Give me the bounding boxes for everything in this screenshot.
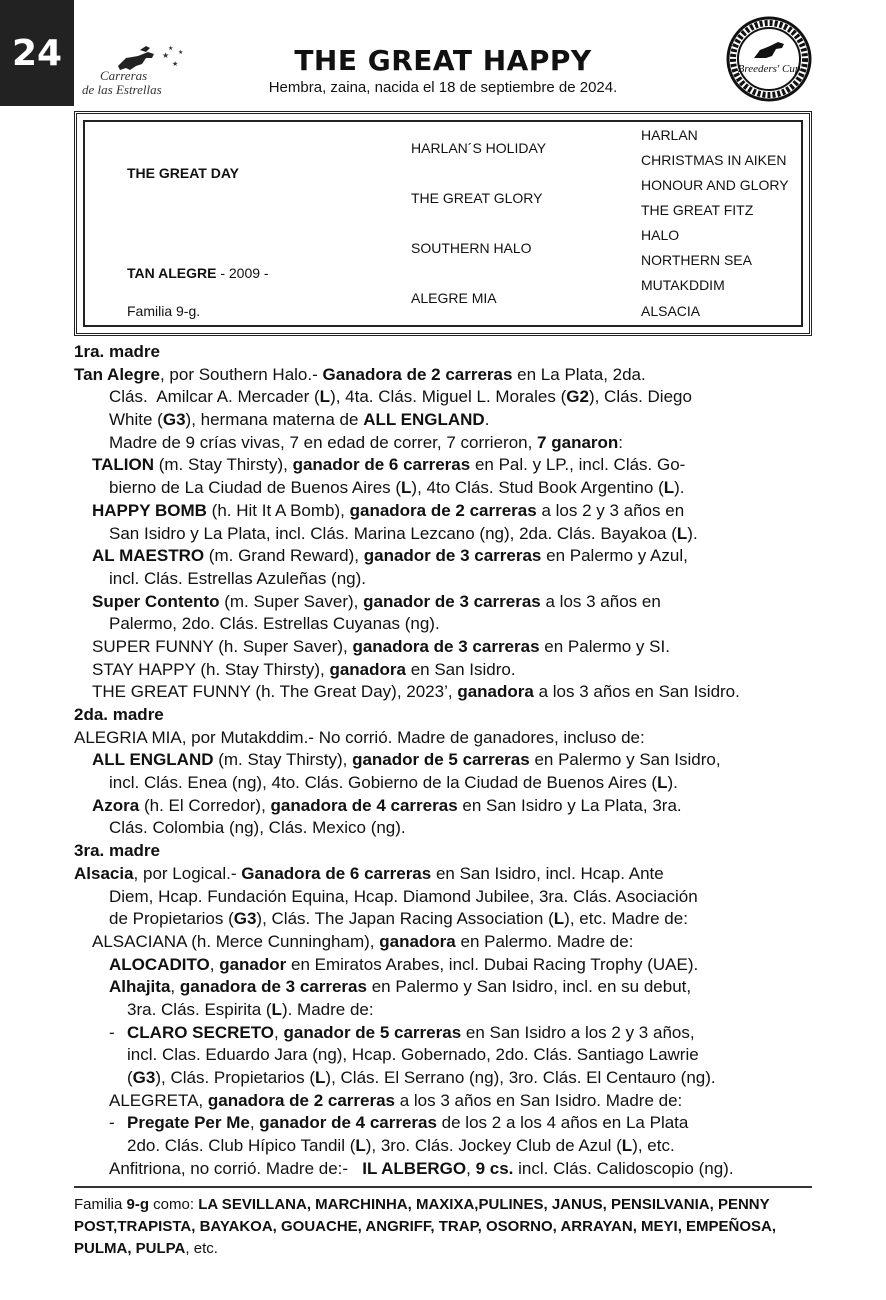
list-dash: - <box>109 1113 115 1133</box>
text-line <box>74 1090 814 1113</box>
text-line <box>74 341 814 364</box>
footer-middle: como: <box>149 1196 199 1213</box>
text-segment: ), 4to Clás. Stud Book Argentino ( <box>411 478 664 498</box>
lot-number: 24 <box>11 32 63 74</box>
text-segment: . <box>484 410 490 430</box>
bold-text-segment: L <box>676 523 688 543</box>
text-segment: ). Madre de: <box>281 999 374 1019</box>
bold-text-segment: L <box>657 773 668 793</box>
bold-text-segment: L <box>663 478 675 498</box>
text-segment: a los 3 años en <box>540 591 661 611</box>
bold-text-segment: ganador de 4 carreras <box>259 1113 437 1133</box>
svg-text:★: ★ <box>162 51 170 60</box>
bold-text-segment: ALL ENGLAND <box>363 410 485 430</box>
text-line <box>74 1112 814 1135</box>
text-segment: en Palermo. Madre de: <box>455 931 634 951</box>
text-line <box>74 931 814 954</box>
text-segment: en Palermo y San Isidro, <box>529 750 721 770</box>
text-line <box>74 523 814 546</box>
text-segment: (h. Hit It A Bomb), <box>206 500 350 520</box>
text-segment: ALEGRETA, <box>109 1090 208 1110</box>
pedigree-grandparent: THE GREAT GLORY <box>411 190 543 206</box>
bold-text-segment: L <box>621 1136 633 1156</box>
footer-suffix: , etc. <box>185 1240 218 1257</box>
pedigree-grandparent: SOUTHERN HALO <box>411 240 532 256</box>
bold-text-segment: ALL ENGLAND <box>92 750 214 770</box>
text-segment: ), etc. Madre de: <box>564 909 688 929</box>
bold-text-segment: ganador de 6 carreras <box>292 455 471 475</box>
text-segment: Clás. Amilcar A. Mercader ( <box>109 387 320 407</box>
text-segment: Palermo, 2do. Clás. Estrellas Cuyanas (ng). <box>109 614 440 634</box>
bold-text-segment: 3ra. madre <box>74 841 160 861</box>
text-segment: ), 3ro. Clás. Jockey Club de Azul ( <box>365 1136 622 1156</box>
bold-text-segment: ganador de 5 carreras <box>352 750 530 770</box>
text-line <box>74 591 814 614</box>
text-segment: (m. Grand Reward), <box>204 546 364 566</box>
bold-text-segment: G3 <box>162 410 186 430</box>
text-segment: , <box>209 954 220 974</box>
pedigree-great-grandparent: THE GREAT FITZ <box>641 202 754 218</box>
text-segment: a los 3 años en San Isidro. Madre de: <box>395 1090 683 1110</box>
text-line <box>74 772 814 795</box>
text-segment: (m. Stay Thirsty), <box>154 455 293 475</box>
text-line <box>74 840 814 863</box>
bold-text-segment: Ganadora de 6 carreras <box>241 863 432 883</box>
produce-record-text <box>74 341 814 1180</box>
bold-text-segment: ganador de 5 carreras <box>283 1022 462 1042</box>
bold-text-segment: ganadora <box>329 659 406 679</box>
text-line <box>74 1135 814 1158</box>
text-segment: en San Isidro y La Plata, 3ra. <box>457 795 682 815</box>
family-footer <box>74 1194 814 1260</box>
text-line <box>74 409 814 432</box>
text-line <box>74 1067 814 1090</box>
horse-name-title: THE GREAT HAPPY <box>294 44 592 77</box>
text-line <box>74 568 814 591</box>
text-segment: ). <box>687 523 698 543</box>
bold-text-segment: IL ALBERGO <box>362 1158 467 1178</box>
text-segment: , <box>466 1158 476 1178</box>
text-line <box>74 432 814 455</box>
bold-text-segment: ganadora <box>379 931 456 951</box>
text-line <box>74 954 814 977</box>
text-segment: a los 3 años en San Isidro. <box>533 682 740 702</box>
svg-text:★: ★ <box>168 46 174 52</box>
text-segment: incl. Clas. Eduardo Jara (ng), Hcap. Gobernado, 2do. Clás. Santiago Lawrie <box>127 1045 699 1065</box>
text-line <box>74 704 814 727</box>
text-line <box>74 1158 814 1181</box>
horse-description: Hembra, zaina, nacida el 18 de septiembre de 2024. <box>268 79 618 96</box>
bold-text-segment: ganadora de 2 carreras <box>207 1090 395 1110</box>
text-segment: de Propietarios ( <box>109 909 234 929</box>
footer-prefix: Familia <box>74 1196 127 1213</box>
text-line <box>74 545 814 568</box>
text-line <box>74 659 814 682</box>
text-line <box>74 386 814 409</box>
text-line <box>74 681 814 704</box>
text-segment: THE GREAT FUNNY (h. The Great Day), 2023’, <box>92 682 458 702</box>
text-segment: ), Clás. El Serrano (ng), 3ro. Clás. El Centauro (ng). <box>325 1068 716 1087</box>
pedigree-grandparent: HARLAN´S HOLIDAY <box>411 140 547 156</box>
text-line <box>74 364 814 387</box>
text-line <box>74 749 814 772</box>
bold-text-segment: G3 <box>132 1068 156 1087</box>
bold-text-segment: AL MAESTRO <box>92 546 205 566</box>
text-segment: (m. Stay Thirsty), <box>213 750 353 770</box>
list-dash: - <box>109 1022 115 1042</box>
text-line <box>74 636 814 659</box>
text-line <box>74 795 814 818</box>
bold-text-segment: Tan Alegre <box>74 364 160 384</box>
text-segment: ), etc. <box>632 1136 675 1156</box>
pedigree-great-grandparent: NORTHERN SEA <box>641 252 752 268</box>
text-segment: en Pal. y LP., incl. Clás. Go- <box>470 455 686 475</box>
text-line <box>74 999 814 1022</box>
pedigree-family: Familia 9-g. <box>127 303 201 319</box>
bold-text-segment: ganador de 3 carreras <box>363 546 542 566</box>
text-segment: , <box>274 1022 284 1042</box>
pedigree-dam-name: TAN ALEGRE <box>127 265 217 281</box>
bold-text-segment: 1ra. madre <box>74 342 160 361</box>
text-segment: STAY HAPPY (h. Stay Thirsty), <box>92 659 330 679</box>
bold-text-segment: L <box>315 1068 326 1087</box>
text-segment: en San Isidro, incl. Hcap. Ante <box>431 863 664 883</box>
pedigree-dam-year: - 2009 - <box>216 265 269 281</box>
bold-text-segment: G2 <box>566 387 589 407</box>
bold-text-segment: 9 cs. <box>475 1158 514 1178</box>
breeders-cup-text: Breeders' Cup <box>737 63 801 75</box>
breeders-cup-logo <box>726 16 812 102</box>
text-segment: a los 2 y 3 años en <box>536 500 685 520</box>
logo-text-line1: Carreras <box>100 68 148 83</box>
bold-text-segment: Ganadora de 2 carreras <box>322 364 513 384</box>
text-segment: ALEGRIA MIA, por Mutakddim.- No corrió. Madre de ganadores, incluso de: <box>74 727 645 747</box>
logo-text-line2: de las Estrellas <box>82 82 162 97</box>
bold-text-segment: CLARO SECRETO <box>127 1022 275 1042</box>
text-segment: incl. Clás. Estrellas Azuleñas (ng). <box>109 568 366 588</box>
bold-text-segment: Alsacia <box>74 863 134 883</box>
pedigree-great-grandparent: HARLAN <box>641 127 698 143</box>
footer-family-names: LA SEVILLANA, MARCHINHA, MAXIXA,PULINES, JANUS, PENSILVANIA, PENNY POST,TRAPISTA, BAYAKOA, GOUACHE, ANGRIFF, TRAP, OSORNO, ARRAYAN, MEYI, EMPEÑOSA, PULMA, PULPA <box>74 1196 777 1257</box>
text-line <box>74 863 814 886</box>
text-segment: en San Isidro. <box>405 659 516 679</box>
text-segment: Diem, Hcap. Fundación Equina, Hcap. Diamond Jubilee, 3ra. Clás. Asociación <box>109 886 698 906</box>
bold-text-segment: G3 <box>233 909 257 929</box>
text-segment: ALSACIANA (h. Merce Cunningham), <box>92 931 380 951</box>
text-segment: ), 4ta. Clás. Miguel L. Morales ( <box>330 387 567 407</box>
bold-text-segment: L <box>401 478 412 498</box>
bold-text-segment: ganadora de 2 carreras <box>349 500 537 520</box>
bold-text-segment: L <box>355 1136 366 1156</box>
text-line <box>74 976 814 999</box>
text-segment: San Isidro y La Plata, incl. Clás. Marina Lezcano (ng), 2da. Clás. Bayakoa ( <box>109 523 677 543</box>
bold-text-segment: ganador de 3 carreras <box>363 591 541 611</box>
bold-text-segment: TALION <box>92 455 155 475</box>
pedigree-great-grandparent: CHRISTMAS IN AIKEN <box>641 152 787 168</box>
text-line <box>74 454 814 477</box>
svg-text:★: ★ <box>172 61 179 68</box>
text-segment: incl. Clás. Enea (ng), 4to. Clás. Gobierno de la Ciudad de Buenos Aires ( <box>109 773 658 793</box>
text-segment: Madre de 9 crías vivas, 7 en edad de correr, 7 corrieron, <box>109 432 538 452</box>
bold-text-segment: ganadora de 4 carreras <box>270 795 458 815</box>
pedigree-great-grandparent: HALO <box>641 227 680 243</box>
text-segment: SUPER FUNNY (h. Super Saver), <box>92 636 353 656</box>
footer-divider <box>74 1186 812 1188</box>
text-segment: en San Isidro a los 2 y 3 años, <box>461 1022 695 1042</box>
text-segment: ). <box>674 478 685 498</box>
bold-text-segment: HAPPY BOMB <box>92 500 207 520</box>
text-line <box>74 727 814 750</box>
text-segment: de los 2 a los 4 años en La Plata <box>436 1113 689 1133</box>
bold-text-segment: Alhajita <box>109 977 171 997</box>
text-line <box>74 500 814 523</box>
text-segment: 3ra. Clás. Espirita ( <box>127 999 272 1019</box>
bold-text-segment: L <box>553 909 565 929</box>
bold-text-segment: ganadora de 3 carreras <box>179 977 367 997</box>
text-line <box>74 886 814 909</box>
text-segment: ), Clás. Propietarios ( <box>155 1068 316 1087</box>
bold-text-segment: ganadora <box>457 682 534 702</box>
bold-text-segment: Azora <box>92 795 140 815</box>
text-line <box>74 613 814 636</box>
pedigree-great-grandparent: HONOUR AND GLORY <box>641 177 789 193</box>
text-segment: en Palermo y San Isidro, incl. en su debut, <box>366 977 692 997</box>
text-segment: ( <box>127 1068 133 1087</box>
text-line <box>74 1044 814 1067</box>
text-line <box>74 1022 814 1045</box>
text-segment: Clás. Colombia (ng), Clás. Mexico (ng). <box>109 818 406 838</box>
text-segment: en Emiratos Arabes, incl. Dubai Racing Trophy (UAE). <box>286 954 699 974</box>
text-line <box>74 908 814 931</box>
svg-text:★: ★ <box>178 50 184 56</box>
text-segment: , por Southern Halo.- <box>159 364 323 384</box>
text-segment: White ( <box>109 410 163 430</box>
pedigree-grandparent: ALEGRE MIA <box>411 290 497 306</box>
text-segment: bierno de La Ciudad de Buenos Aires ( <box>109 478 402 498</box>
text-line <box>74 477 814 500</box>
bold-text-segment: ALOCADITO <box>109 954 210 974</box>
text-segment: , por Logical.- <box>133 863 242 883</box>
text-segment: en Palermo y Azul, <box>541 546 688 566</box>
pedigree-great-grandparent: MUTAKDDIM <box>641 277 725 293</box>
text-segment: Anfitriona, no corrió. Madre de:- <box>109 1158 363 1178</box>
text-segment: (m. Super Saver), <box>219 591 364 611</box>
bold-text-segment: ganador <box>219 954 287 974</box>
bold-text-segment: L <box>271 999 282 1019</box>
text-segment: ), hermana materna de <box>185 410 364 430</box>
text-segment: (h. El Corredor), <box>139 795 271 815</box>
bold-text-segment: Super Contento <box>92 591 220 611</box>
text-segment: en Palermo y SI. <box>539 636 670 656</box>
footer-family-code: 9-g <box>126 1196 150 1213</box>
text-segment: ), Clás. Diego <box>588 387 692 407</box>
text-line <box>74 817 814 840</box>
text-segment: , <box>170 977 180 997</box>
bold-text-segment: Pregate Per Me <box>127 1113 250 1133</box>
text-segment: incl. Clás. Calidoscopio (ng). <box>513 1158 734 1178</box>
bold-text-segment: 7 ganaron <box>537 432 619 452</box>
bold-text-segment: ganadora de 3 carreras <box>352 636 540 656</box>
pedigree-dam <box>127 265 269 281</box>
pedigree-sire: THE GREAT DAY <box>127 165 240 181</box>
bold-text-segment: L <box>319 387 331 407</box>
text-segment: 2do. Clás. Club Hípico Tandil ( <box>127 1136 356 1156</box>
text-segment: ), Clás. The Japan Racing Association ( <box>256 909 554 929</box>
text-segment: en La Plata, 2da. <box>512 364 646 384</box>
bold-text-segment: 2da. madre <box>74 705 164 724</box>
text-segment: ). <box>667 773 678 793</box>
text-segment: , <box>249 1113 260 1133</box>
pedigree-great-grandparent: ALSACIA <box>641 303 701 319</box>
text-segment: : <box>618 432 624 452</box>
